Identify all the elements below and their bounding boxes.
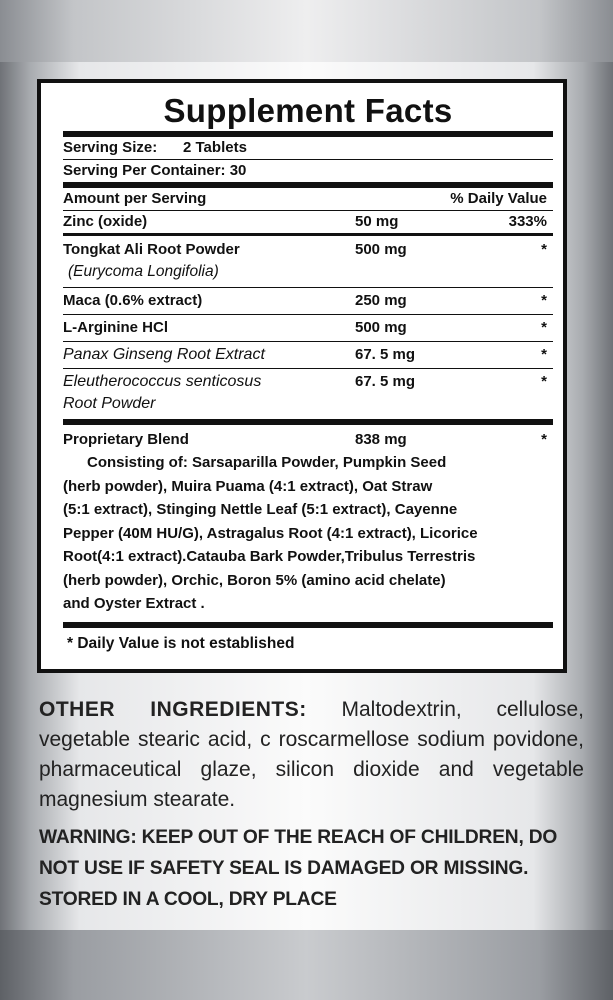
ingredient-amount: 50 mg (355, 213, 399, 230)
ingredient-dv: * (541, 292, 547, 309)
zinc-row (63, 211, 553, 233)
panel-title: Supplement Facts (163, 92, 453, 129)
blend-line: Consisting of: Sarsaparilla Powder, Pumpkin Seed (87, 454, 447, 471)
ingredient-row (63, 239, 553, 261)
amount-header: Amount per Serving (63, 190, 207, 207)
blend-line: Root(4:1 extract).Catauba Bark Powder,Tribulus Terrestris (63, 548, 476, 565)
ingredient-row (63, 317, 553, 339)
ingredient-row (63, 344, 553, 366)
ingredient-row (63, 371, 553, 393)
ingredient-dv: * (541, 373, 547, 390)
daily-value-header: % Daily Value (450, 190, 547, 207)
warning-text: WARNING: KEEP OUT OF THE REACH OF CHILDREN, DO NOT USE IF SAFETY SEAL IS DAMAGED OR MISSING. STORED IN A COOL, DRY PLACE (39, 827, 558, 910)
ingredient-name: Tongkat Ali Root Powder (63, 241, 240, 258)
ingredient-subname: (Eurycoma Longifolia) (68, 263, 219, 280)
ingredient-amount: 250 mg (355, 292, 407, 309)
bottle-bottom-band (0, 930, 613, 1000)
serving-size-row (63, 137, 553, 159)
ingredient-amount: 67. 5 mg (355, 373, 416, 390)
daily-value-note: * Daily Value is not established (67, 634, 295, 652)
other-ingredients-text: Maltodextrin, cellulose, vegetable stearic acid, c roscarmellose sodium povidone, pharmaceutical glaze, silicon dioxide and vegetable magnesium stearate. (39, 698, 585, 811)
blend-line: (herb powder), Orchic, Boron 5% (amino acid chelate) (63, 571, 446, 589)
ingredient-amount: 500 mg (355, 241, 407, 258)
ingredient-dv: 333% (508, 213, 547, 230)
ingredient-dv: * (541, 319, 547, 336)
ingredient-dv: * (541, 241, 547, 258)
blend-name: Proprietary Blend (63, 431, 189, 448)
ingredient-name: Eleutherococcus senticosus (63, 373, 262, 390)
blend-amount: 838 mg (355, 431, 407, 448)
ingredient-name: L-Arginine HCl (63, 319, 168, 336)
blend-line: Pepper (40M HU/G), Astragalus Root (4:1 extract), Licorice (63, 524, 478, 542)
column-header-row (63, 188, 553, 210)
serving-size-value: 2 Tablets (183, 139, 247, 156)
servings-per-container-row (63, 160, 553, 182)
blend-line: (5:1 extract), Stinging Nettle Leaf (5:1 extract), Cayenne (63, 501, 458, 518)
other-ingredients (39, 695, 584, 815)
ingredient-amount: 500 mg (355, 319, 407, 336)
ingredient-name: Maca (0.6% extract) (63, 292, 203, 309)
ingredient-row (63, 290, 553, 312)
ingredient-name: Zinc (oxide) (63, 213, 148, 230)
supplement-facts-panel (37, 79, 567, 673)
serving-size-label: Serving Size: (63, 139, 158, 156)
blend-line: and Oyster Extract . (63, 595, 205, 612)
ingredient-dv: * (541, 346, 547, 363)
other-ingredients-heading: OTHER INGREDIENTS: (39, 698, 307, 721)
ingredient-amount: 67. 5 mg (355, 346, 416, 363)
bottle-top-band (0, 0, 613, 62)
ingredient-name: Panax Ginseng Root Extract (63, 346, 265, 363)
blend-composition (63, 451, 553, 616)
ingredient-subname: Root Powder (63, 395, 156, 412)
blend-line: (herb powder), Muira Puama (4:1 extract), Oat Straw (63, 477, 433, 495)
servings-per-container: Serving Per Container: 30 (63, 162, 247, 179)
blend-dv: * (541, 431, 547, 448)
blend-row (63, 429, 553, 451)
